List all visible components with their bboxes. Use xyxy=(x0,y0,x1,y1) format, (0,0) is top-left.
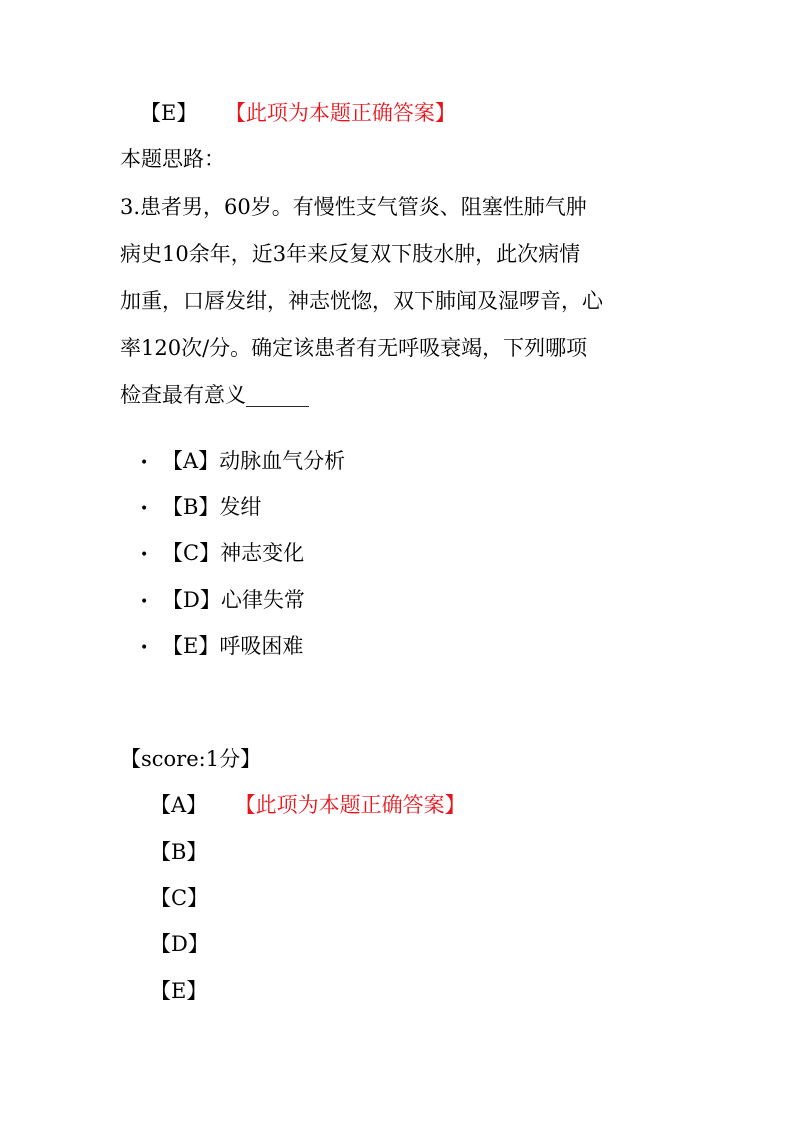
answer-letter: 【A】 xyxy=(150,793,208,817)
question-line: 检查最有意义______ xyxy=(120,383,309,407)
question-line: 病史10余年，近3年来反复双下肢水肿，此次病情 xyxy=(120,242,581,266)
analysis-label: 本题思路： xyxy=(120,147,225,171)
option-a xyxy=(140,446,345,478)
option-e-text: 【E】呼吸困难 xyxy=(162,634,304,658)
prev-answer-row xyxy=(140,98,456,128)
bullet-icon: • xyxy=(140,454,149,471)
option-c xyxy=(140,538,304,570)
correct-answer-label: 【此项为本题正确答案】 xyxy=(245,793,466,817)
option-a-text: 【A】动脉血气分析 xyxy=(162,449,346,473)
option-d-text: 【D】心律失常 xyxy=(162,588,305,612)
question-line: 3.患者男，60岁。有慢性支气管炎、阻塞性肺气肿 xyxy=(120,195,587,219)
answer-row-a xyxy=(150,790,466,820)
option-e xyxy=(140,631,303,663)
prev-answer-letter: 【E】 xyxy=(140,101,198,125)
answer-row-d: 【D】 xyxy=(150,932,209,956)
bullet-icon: • xyxy=(140,639,149,656)
option-b-text: 【B】发绀 xyxy=(162,495,262,519)
bullet-icon: • xyxy=(140,546,149,563)
answer-row-b: 【B】 xyxy=(150,840,208,864)
question-line: 率120次/分。确定该患者有无呼吸衰竭，下列哪项 xyxy=(120,336,588,360)
option-d xyxy=(140,585,305,617)
bullet-icon: • xyxy=(140,500,149,517)
bullet-icon: • xyxy=(140,593,149,610)
answer-row-e: 【E】 xyxy=(150,979,208,1003)
question-line: 加重，口唇发绀，神志恍惚，双下肺闻及湿啰音，心 xyxy=(120,289,603,313)
score-label: 【score:1分】 xyxy=(120,747,262,771)
option-b xyxy=(140,492,261,524)
prev-correct-answer-label: 【此项为本题正确答案】 xyxy=(235,101,456,125)
option-c-text: 【C】神志变化 xyxy=(162,541,305,565)
answer-row-c: 【C】 xyxy=(150,886,209,910)
